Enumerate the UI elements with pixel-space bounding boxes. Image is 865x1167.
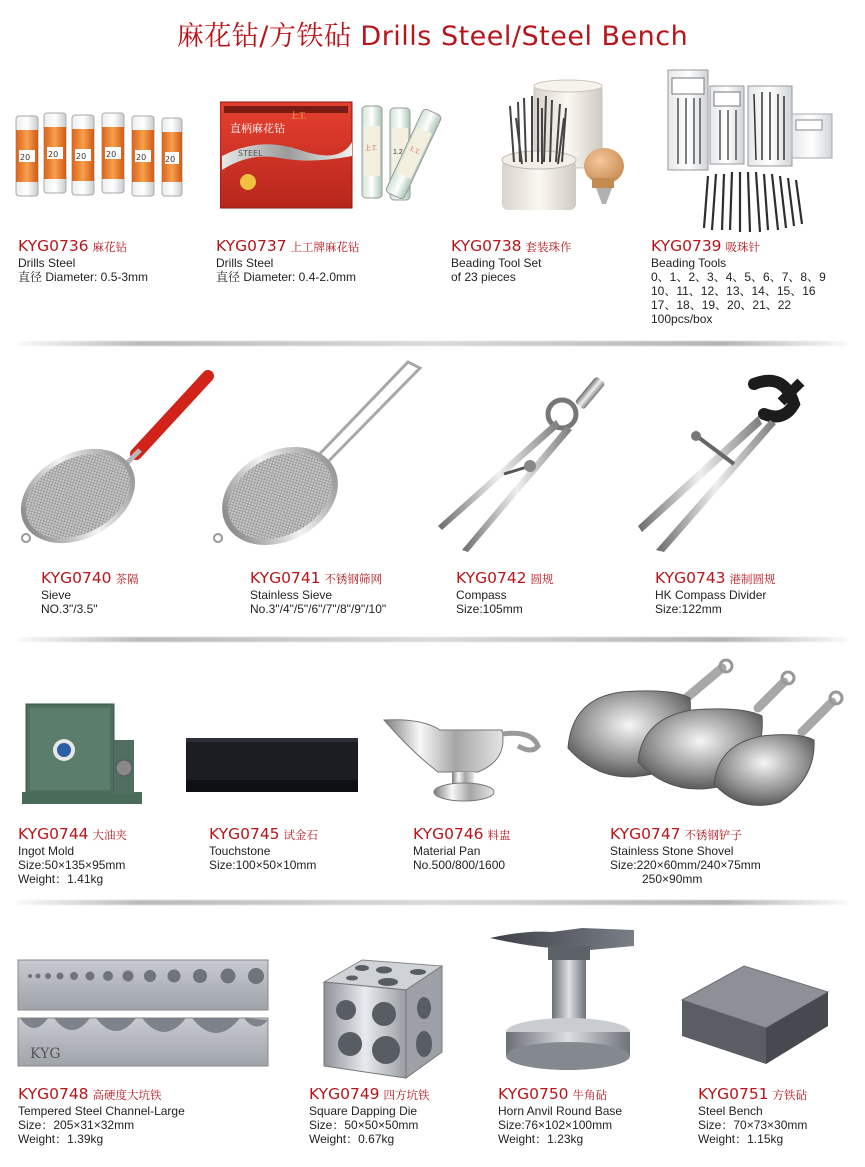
product-code: KYG0743 [655, 569, 726, 587]
channel-mark: KYG [30, 1046, 61, 1062]
drill-tube-label: 20 [48, 150, 59, 159]
product-name: Touchstone [209, 844, 271, 858]
product-name-cn: 麻花钻 [92, 240, 128, 254]
section-divider [16, 637, 848, 642]
product-spec: Size：50×50×50mm [309, 1118, 419, 1132]
product-name-cn: 吸珠针 [725, 240, 761, 254]
product-caption [250, 570, 386, 616]
product-name-cn: 套装珠作 [525, 240, 572, 254]
product-spec: 17、18、19、20、21、22 [651, 298, 792, 312]
product-image-dapping-die [322, 956, 444, 1080]
product-spec: Size：70×73×30mm [698, 1118, 808, 1132]
product-spec: No.500/800/1600 [413, 858, 506, 872]
product-code: KYG0746 [413, 825, 484, 843]
product-caption [209, 826, 318, 872]
product-caption [655, 570, 776, 616]
product-image-horn-anvil [486, 920, 646, 1078]
product-spec: Size:220×60mm/240×75mm [610, 858, 761, 872]
product-code: KYG0742 [456, 569, 527, 587]
set-tube-label: 1.2 [393, 149, 403, 156]
product-image-shanggong-drills [220, 98, 482, 210]
product-name: Ingot Mold [18, 844, 75, 858]
product-name-cn: 圆规 [530, 572, 554, 586]
product-caption [309, 1086, 430, 1146]
box-brand: 上工 [290, 111, 306, 120]
product-spec: Size:50×135×95mm [18, 858, 126, 872]
product-image-material-pan [382, 710, 542, 806]
product-name: Compass [456, 588, 507, 602]
product-name-cn: 茶隔 [115, 572, 139, 586]
product-image-drills-steel [14, 108, 190, 204]
box-title: 直柄麻花钻 [230, 122, 285, 135]
product-code: KYG0747 [610, 825, 681, 843]
box-steel-text: STEEL [238, 149, 263, 158]
product-name-cn: 港制圆规 [729, 572, 776, 586]
product-weight: Weight：1.39kg [18, 1132, 104, 1146]
product-name-cn: 不锈钢铲子 [684, 828, 743, 842]
product-weight: Weight：1.15kg [698, 1132, 784, 1146]
product-name-cn: 四方坑铁 [383, 1088, 430, 1102]
product-code: KYG0751 [698, 1085, 769, 1103]
product-caption [456, 570, 554, 616]
product-image-touchstone [184, 736, 362, 796]
product-name: Drills Steel [216, 256, 274, 270]
product-name-cn: 牛角砧 [572, 1088, 608, 1102]
product-code: KYG0740 [41, 569, 112, 587]
product-weight: Weight：1.23kg [498, 1132, 584, 1146]
product-code: KYG0745 [209, 825, 280, 843]
product-code: KYG0750 [498, 1085, 569, 1103]
product-spec: 250×90mm [642, 872, 703, 886]
product-caption [451, 238, 572, 284]
product-code: KYG0748 [18, 1085, 89, 1103]
product-code: KYG0736 [18, 237, 89, 255]
product-name-cn: 料盅 [487, 828, 511, 842]
product-weight: Weight：1.41kg [18, 872, 104, 886]
product-spec: Size:100×50×10mm [209, 858, 317, 872]
section-divider [16, 900, 848, 905]
product-name: Material Pan [413, 844, 481, 858]
product-code: KYG0749 [309, 1085, 380, 1103]
product-name: Sieve [41, 588, 72, 602]
product-image-beading-tools [664, 64, 844, 236]
product-image-compass [434, 374, 612, 554]
product-caption [610, 826, 761, 886]
product-name: Stainless Stone Shovel [610, 844, 734, 858]
product-code: KYG0739 [651, 237, 722, 255]
product-image-sieve [18, 368, 218, 546]
product-caption [216, 238, 360, 284]
product-image-beading-tool-set [494, 78, 632, 216]
product-image-stone-shovel [562, 658, 848, 820]
product-name: Stainless Sieve [250, 588, 333, 602]
product-name: Beading Tool Set [451, 256, 542, 270]
product-weight: Weight：0.67kg [309, 1132, 395, 1146]
product-name: Square Dapping Die [309, 1104, 418, 1118]
product-name-cn: 不锈钢筛网 [324, 572, 383, 586]
product-code: KYG0741 [250, 569, 321, 587]
product-caption [41, 570, 139, 616]
product-spec: 直径 Diameter: 0.4-2.0mm [216, 270, 357, 284]
product-image-hk-compass [634, 374, 814, 554]
product-name: HK Compass Divider [655, 588, 767, 602]
product-spec: Size：205×31×32mm [18, 1118, 135, 1132]
product-caption [698, 1086, 807, 1146]
product-image-steel-bench [678, 962, 830, 1066]
drill-tube-label: 20 [20, 153, 31, 162]
product-image-ingot-mold [22, 700, 148, 806]
product-caption [18, 238, 148, 284]
product-caption [651, 238, 826, 326]
product-spec: Size:105mm [456, 602, 523, 616]
set-tube-label: 上工 [365, 146, 378, 152]
product-name-cn: 试金石 [283, 828, 319, 842]
product-name-cn: 上工牌麻花钻 [290, 240, 360, 254]
product-spec: 0、1、2、3、4、5、6、7、8、9 [651, 270, 826, 284]
product-spec: Size:122mm [655, 602, 722, 616]
set-tube-label: 上工 [407, 145, 421, 157]
drill-tube-label: 20 [165, 155, 176, 164]
product-spec: No.3"/4"/5"/6"/7"/8"/9"/10" [250, 602, 387, 616]
product-caption [498, 1086, 622, 1146]
product-caption [18, 1086, 185, 1146]
product-name: Drills Steel [18, 256, 76, 270]
product-spec: 直径 Diameter: 0.5-3mm [18, 270, 149, 284]
product-name: Steel Bench [698, 1104, 763, 1118]
product-name-cn: 方铁砧 [772, 1088, 808, 1102]
product-spec: of 23 pieces [451, 270, 516, 284]
page-title: 麻花钻/方铁砧 Drills Steel/Steel Bench [176, 21, 689, 52]
product-name: Beading Tools [651, 256, 727, 270]
product-image-stainless-sieve [212, 356, 424, 548]
product-name-cn: 大油夹 [92, 828, 128, 842]
product-image-steel-channel [16, 958, 272, 1070]
product-spec: Size:76×102×100mm [498, 1118, 613, 1132]
product-spec: NO.3"/3.5" [41, 602, 98, 616]
drill-tube-label: 20 [76, 152, 87, 161]
product-code: KYG0738 [451, 237, 522, 255]
product-name-cn: 高硬度大坑铁 [92, 1088, 162, 1102]
drill-tube-label: 20 [136, 153, 147, 162]
product-name: Tempered Steel Channel-Large [18, 1104, 185, 1118]
product-caption [18, 826, 127, 886]
product-caption [413, 826, 511, 872]
product-code: KYG0737 [216, 237, 287, 255]
product-name: Horn Anvil Round Base [498, 1104, 623, 1118]
product-spec: 10、11、12、13、14、15、16 [651, 284, 816, 298]
section-divider [16, 341, 848, 346]
product-spec: 100pcs/box [651, 312, 713, 326]
product-code: KYG0744 [18, 825, 89, 843]
drill-tube-label: 20 [106, 150, 117, 159]
